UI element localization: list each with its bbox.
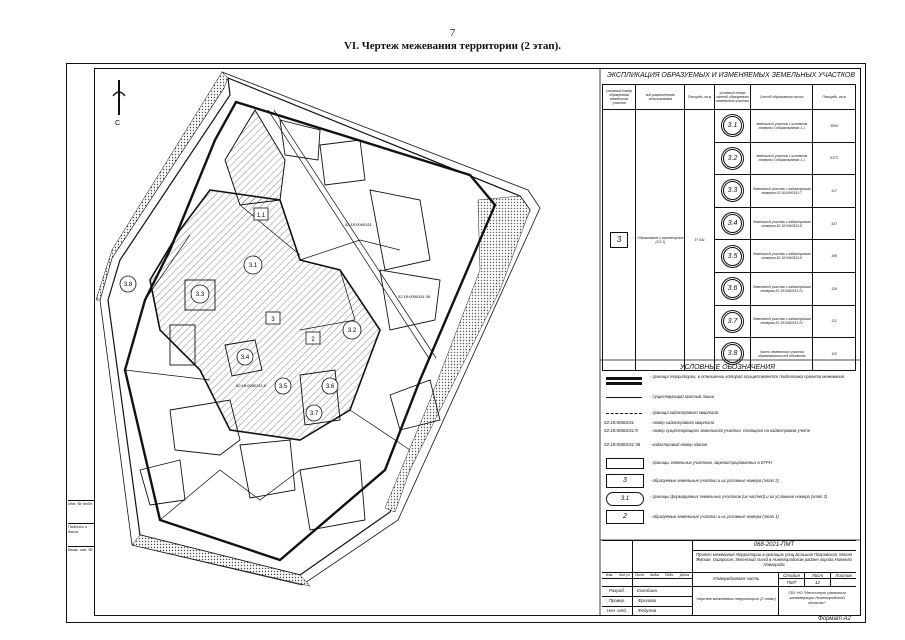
side-strip-cell: Взам. инв. № bbox=[68, 546, 94, 569]
legend-title: УСЛОВНЫЕ ОБОЗНАЧЕНИЯ bbox=[680, 364, 775, 371]
map-parcel-label bbox=[266, 312, 280, 324]
part-number: 3.1 bbox=[723, 116, 742, 135]
stage-label: Стадия bbox=[783, 573, 800, 578]
part-area: 121 bbox=[813, 305, 856, 338]
part-number: 3.5 bbox=[723, 247, 742, 266]
part-area: 6173 bbox=[813, 142, 856, 175]
legend-item bbox=[602, 456, 856, 470]
map-cadastral-label: 52:18:0060151:9 bbox=[236, 383, 267, 388]
map-part-label bbox=[275, 378, 291, 394]
svg-text:1.1: 1.1 bbox=[256, 213, 266, 219]
stage-value: ПМТ bbox=[786, 580, 797, 585]
legend-text: - граница кадастрового квартала bbox=[650, 410, 719, 415]
map-parcel-label bbox=[306, 332, 320, 344]
table-header: условный номер образуемого земельного участка bbox=[603, 85, 636, 110]
boundary-symbol bbox=[606, 377, 642, 385]
legend-code: 52:18:0060151:9 bbox=[604, 428, 638, 433]
drawing-code: 068-2021-ПМТ bbox=[753, 542, 795, 548]
svg-text:2: 2 bbox=[311, 337, 315, 343]
parcel-use-cell: Образование и просвещение (3.5.1) bbox=[636, 110, 685, 371]
sheet-value: 12 bbox=[814, 580, 820, 585]
legend-item bbox=[602, 510, 856, 524]
table-header: условный номер частей образуемого земельного участка bbox=[714, 85, 751, 110]
legend-text: - образуемые земельные участки и их условные номера (этап 1) bbox=[650, 514, 779, 519]
person-name: Фролова bbox=[637, 598, 657, 603]
legend-text: - границы формируемых земельных участков (их частей) и их условные номера (этап 2) bbox=[650, 494, 828, 499]
svg-text:3.3: 3.3 bbox=[195, 292, 205, 298]
part-method: Земельный участок с кадастровым номером 52:18:0060151:21 bbox=[751, 272, 813, 305]
legend-item bbox=[602, 428, 856, 442]
title-block bbox=[602, 540, 856, 616]
svg-text:3.6: 3.6 bbox=[325, 384, 335, 390]
parcel-number-cell: 3 bbox=[603, 110, 636, 371]
legend-text: - номер кадастрового квартала bbox=[650, 420, 715, 425]
sheet-format: Формат А2 bbox=[818, 616, 851, 622]
table-header: вид разрешенного использования bbox=[636, 85, 685, 110]
svg-text:3.5: 3.5 bbox=[278, 384, 288, 390]
side-strip-cell: Инв. № подл. bbox=[68, 500, 94, 523]
parcel-3-area bbox=[150, 190, 380, 440]
map-part-label bbox=[237, 349, 253, 365]
part-method: земельный участок с условным номером 3 образованным 3.1 bbox=[751, 110, 813, 143]
part-method: Часть земельного участка образованного под объектом bbox=[751, 338, 813, 371]
part-method: земельный участок с условным номером 3 образованным 3.1 bbox=[751, 142, 813, 175]
stamp-col: Дата bbox=[679, 573, 690, 577]
map-parcel-label bbox=[254, 208, 268, 220]
table-header: Площадь, кв.м bbox=[813, 85, 856, 110]
person-role: Разраб. bbox=[608, 588, 626, 593]
legend-item bbox=[602, 442, 856, 456]
stamp-col: №док bbox=[649, 573, 660, 577]
side-strip-cell: Подпись и дата bbox=[68, 523, 94, 546]
stamp-col: Кол.уч bbox=[619, 573, 630, 577]
red-line-symbol bbox=[606, 397, 642, 398]
legend-text: - границы земельных участков, зарегистрированных в ЕГРН bbox=[650, 460, 772, 465]
map-part-label bbox=[322, 378, 338, 394]
legend-item bbox=[602, 374, 856, 388]
parcel-stage1-symbol: 2 bbox=[606, 510, 644, 524]
svg-text:3.8: 3.8 bbox=[123, 282, 133, 288]
svg-text:3.7: 3.7 bbox=[309, 411, 319, 417]
explication-table bbox=[602, 84, 856, 371]
sheets-label: Листов bbox=[835, 573, 852, 578]
part-number: 3.7 bbox=[723, 312, 742, 331]
stamp-col: Подп. bbox=[664, 573, 675, 577]
drawing-title: Чертеж межевания территории (2 этап) bbox=[696, 596, 776, 601]
page-number: 7 bbox=[449, 27, 456, 39]
svg-text:3.4: 3.4 bbox=[240, 355, 250, 361]
map-cadastral-label: 52:18:0060151 bbox=[345, 222, 372, 227]
svg-text:3: 3 bbox=[271, 317, 275, 323]
table-header: Площадь, кв.м bbox=[685, 85, 714, 110]
person-role: Нач. отд. bbox=[606, 608, 628, 613]
part-method: Земельный участок с кадастровым номером 52:18:0060151:22 bbox=[751, 305, 813, 338]
legend-text: - номер существующего земельного участка, стоящего на кадастровом учете bbox=[650, 428, 811, 433]
svg-text:3.1: 3.1 bbox=[248, 263, 258, 269]
part-number: 3.4 bbox=[723, 214, 742, 233]
part-number: 3.3 bbox=[723, 181, 742, 200]
legend-text: - существующий красный линии bbox=[650, 394, 715, 399]
page-heading: VI. Чертеж межевания территории (2 этап). bbox=[343, 40, 562, 52]
map-part-label bbox=[120, 276, 136, 292]
part-area: 437 bbox=[813, 207, 856, 240]
project-name: Проект межевания территории в границах улиц Большая Покровская, Малая Ямская, Ошарская, Зеленский съезд в Нижегородском районе города Нижнего Новгорода bbox=[696, 552, 852, 567]
part-area: 196 bbox=[813, 240, 856, 273]
part-area: 317 bbox=[813, 175, 856, 208]
legend-text: - образуемые земельные участки и их условные номера (этап 2) bbox=[650, 478, 779, 483]
part-method: Земельный участок с кадастровым номером 52:18:0060151:8 bbox=[751, 207, 813, 240]
legend-item bbox=[602, 390, 856, 404]
organization: ГБУ НО "Институт развития агломерации Нижегородской области" bbox=[788, 590, 846, 605]
north-label: С bbox=[115, 120, 121, 127]
sheet-label: Лист bbox=[811, 573, 824, 578]
stamp-col: Лист bbox=[634, 573, 644, 577]
north-arrow-icon bbox=[113, 80, 125, 115]
map-cadastral-label: 52:18:0060151:36 bbox=[398, 294, 431, 299]
legend-item bbox=[602, 474, 856, 488]
part-method: Земельный участок с кадастровым номером 52:18:0060151:9 bbox=[751, 240, 813, 273]
part-area: 3054 bbox=[813, 110, 856, 143]
map-part-label bbox=[306, 405, 322, 421]
parcel-stage2-symbol: 3 bbox=[606, 474, 644, 488]
legend-item bbox=[602, 406, 856, 420]
map-part-label bbox=[191, 285, 209, 303]
part-method: Земельный участок с кадастровым номером 52:18:0060151:7 bbox=[751, 175, 813, 208]
table-row bbox=[603, 110, 856, 143]
legend-item bbox=[602, 492, 856, 506]
part-area: 115 bbox=[813, 338, 856, 371]
person-name: Ескобина bbox=[637, 588, 657, 593]
map-part-label bbox=[343, 321, 361, 339]
map-part-label bbox=[244, 256, 262, 274]
part-number: 3.2 bbox=[723, 149, 742, 168]
part-number: 3.6 bbox=[723, 279, 742, 298]
table-header: Способ образования части bbox=[751, 85, 813, 110]
svg-text:3.2: 3.2 bbox=[347, 328, 357, 334]
quarter-boundary-symbol bbox=[606, 413, 642, 414]
part-area: 126 bbox=[813, 272, 856, 305]
table-header-row bbox=[603, 85, 856, 110]
registered-parcel-symbol bbox=[606, 458, 644, 469]
person-role: Провер. bbox=[608, 598, 626, 603]
person-name: Федулов bbox=[637, 608, 657, 613]
explication-title: ЭКСПЛИКАЦИЯ ОБРАЗУЕМЫХ И ИЗМЕНЯЕМЫХ ЗЕМЕЛЬНЫХ УЧАСТКОВ bbox=[606, 72, 856, 79]
parcel-area-cell: 37 541 bbox=[685, 110, 714, 371]
stamp-col: Изм. bbox=[605, 573, 614, 577]
part-number: 3.8 bbox=[723, 344, 742, 363]
project-part: Утверждаемая часть bbox=[712, 576, 760, 581]
legend-text: - кадастровый номер здания bbox=[650, 442, 708, 447]
legend-code: 52:18:0060151 bbox=[604, 420, 635, 425]
legend-text: - граница территории, в отношении которой осуществляется подготовка проекта межевания bbox=[650, 374, 845, 379]
part-stage2-symbol: 3.1 bbox=[606, 492, 644, 506]
legend-code: 52:18:0060151:36 bbox=[604, 442, 641, 447]
